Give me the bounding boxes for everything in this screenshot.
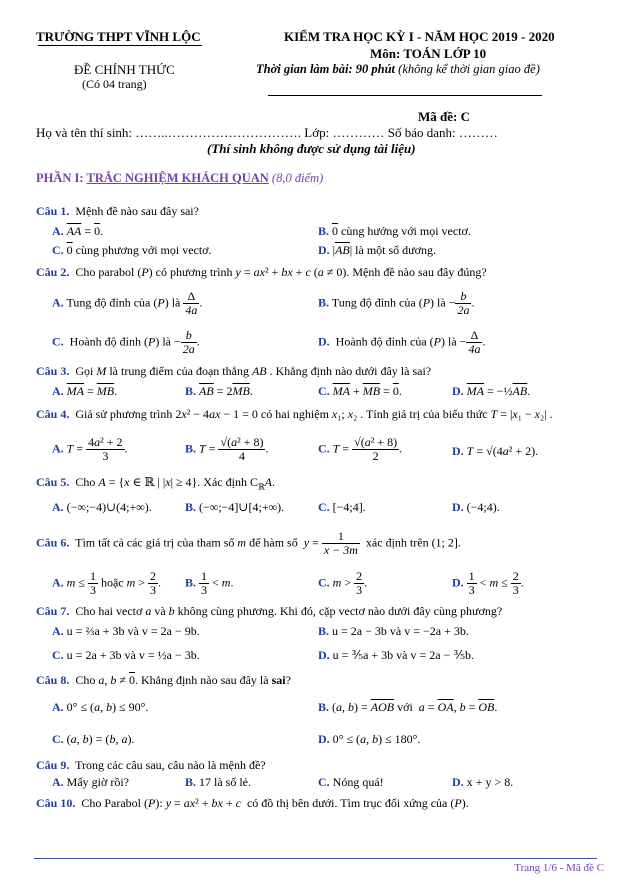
- q6-option-c[interactable]: C. m > $\frac{2}{3}$ .: [318, 569, 368, 597]
- subject: Môn: TOÁN LỚP 10: [370, 46, 487, 61]
- page-count: (Có 04 trang): [82, 77, 147, 91]
- q1-option-a[interactable]: A. $\overline{AA} = 0$.: [52, 224, 104, 238]
- q6-option-a[interactable]: A. m ≤ $\frac{1}{3}$ hoặc m > $\frac{2}{3}$ .: [52, 569, 162, 597]
- q8-option-d[interactable]: D. 0° ≤ (a, b) ≤ 180°.: [318, 732, 421, 746]
- q7-option-b[interactable]: B. u = 2a − 3b và v = −2a + 3b.: [318, 624, 469, 638]
- q4-option-d[interactable]: D. T = √(4a² + 2).: [452, 444, 539, 458]
- q5-option-a[interactable]: A. (−∞;−4)∪(4;+∞).: [52, 500, 152, 514]
- q5-option-b[interactable]: B. (−∞;−4]∪[4;+∞).: [185, 500, 285, 514]
- q8-option-b[interactable]: B. (a, $b) = \overline{AOB}$ với $a = \overline{OA}$, $b = \overline{OB}$.: [318, 700, 498, 714]
- q2-option-a[interactable]: A. Tung độ đỉnh của (P) là $\frac{\Delta}{4a}$ .: [52, 289, 203, 317]
- question-5: Câu 5. Cho A = {x ∈ ℝ | |x| ≥ 4}. Xác định $C_ℝA$.: [36, 475, 275, 492]
- q6-option-d[interactable]: D. $\frac{1}{3}$ < m ≤ $\frac{2}{3}$ .: [452, 569, 524, 597]
- no-materials-note: (Thí sinh không được sử dụng tài liệu): [207, 141, 416, 156]
- header-rule: [268, 95, 542, 96]
- q6-option-b[interactable]: B. $\frac{1}{3}$ < m.: [185, 569, 234, 597]
- q4-option-b[interactable]: B. T = $\frac{\text{√(a² + 8)}}{4}$ .: [185, 435, 269, 463]
- question-4: Câu 4. Giả sử phương trình 2x² − 4ax − 1 = 0 có hai nghiệm x₁; x₂ . Tính giá trị của biểu thức T = |x₁ − x₂| .: [36, 407, 553, 421]
- question-8: Câu 8. Cho a, b ≠ 0. Khẳng định nào sau đây là sai?: [36, 673, 291, 687]
- q7-option-a[interactable]: A. u = ⅔a + 3b và v = 2a − 9b.: [52, 624, 200, 638]
- q3-option-a[interactable]: A. $\overline{MA} = \overline{MB}$.: [52, 384, 118, 398]
- q3-option-d[interactable]: D. $\overline{MA}$ = $-\frac{1}{2}\overline{AB}$.: [452, 384, 531, 398]
- exam-title: KIỂM TRA HỌC KỲ I - NĂM HỌC 2019 - 2020: [284, 29, 555, 44]
- q2-option-c[interactable]: C. Hoành độ đỉnh (P) là − $\frac{b}{2a}$ .: [52, 328, 200, 356]
- q1-option-d[interactable]: D. $|\overline{AB}|$ là một số dương.: [318, 243, 436, 257]
- official-label: ĐỀ CHÍNH THỨC: [74, 62, 175, 77]
- q9-option-c[interactable]: C. Nóng quá!: [318, 775, 384, 789]
- q1-option-b[interactable]: B. 0 cùng hướng với mọi vectơ.: [318, 224, 471, 238]
- question-6: Câu 6. Tìm tất cả các giá trị của tham số m để hàm số y = $\frac{1}{x - 3m}$ xác định trên (1; 2].: [36, 529, 461, 557]
- q3-option-c[interactable]: C. $\overline{MA} + \overline{MB} = 0$.: [318, 384, 402, 398]
- page-footer: Trang 1/6 - Mã đề C: [514, 862, 604, 874]
- q8-option-a[interactable]: A. 0° ≤ (a, b) ≤ 90°.: [52, 700, 149, 714]
- q5-option-c[interactable]: C. [−4;4].: [318, 500, 366, 514]
- footer-rule: [34, 858, 597, 859]
- q7-option-c[interactable]: C. u = 2a + 3b và v = ½a − 3b.: [52, 648, 200, 662]
- time-limit: Thời gian làm bài: 90 phút (không kể thời gian giao đề): [256, 62, 540, 76]
- q4-option-a[interactable]: A. T = $\frac{\text{4a² + 2}}{3}$ .: [52, 435, 128, 463]
- q2-option-d[interactable]: D. Hoành độ đỉnh của (P) là − $\frac{\Delta}{4a}$ .: [318, 328, 486, 356]
- question-7: Câu 7. Cho hai vectơ a và b không cùng phương. Khi đó, cặp vectơ nào dưới đây cùng phương?: [36, 604, 503, 618]
- q1-option-c[interactable]: C. 0 cùng phương với mọi vectơ.: [52, 243, 212, 257]
- question-3: Câu 3. Gọi M là trung điểm của đoạn thẳng AB . Khẳng định nào dưới đây là sai?: [36, 364, 432, 378]
- exam-code: Mã đề: C: [418, 109, 470, 124]
- q9-option-b[interactable]: B. 17 là số lẻ.: [185, 775, 252, 789]
- q7-option-d[interactable]: D. u = ⅗a + 3b và v = 2a − ⅗b.: [318, 648, 474, 662]
- q9-option-a[interactable]: A. Mấy giờ rồi?: [52, 775, 130, 789]
- question-10: Câu 10. Cho Parabol (P): y = ax² + bx + c có đồ thị bên dưới. Tìm trục đối xứng của (P).: [36, 796, 469, 810]
- question-2: Câu 2. Cho parabol (P) có phương trình y = ax² + bx + c (a ≠ 0). Mệnh đề nào sau đây đúng?: [36, 265, 487, 279]
- school-name: TRƯỜNG THPT VĨNH LỘC: [36, 29, 201, 44]
- q5-option-d[interactable]: D. (−4;4).: [452, 500, 500, 514]
- q9-option-d[interactable]: D. x + y > 8.: [452, 775, 514, 789]
- q8-option-c[interactable]: C. (a, b) = (b, a).: [52, 732, 135, 746]
- q2-option-b[interactable]: B. Tung độ đỉnh của (P) là − $\frac{b}{2a}$ .: [318, 289, 475, 317]
- part1-title: PHẦN I: TRẮC NGHIỆM KHÁCH QUAN (8,0 điểm): [36, 171, 324, 185]
- question-1: Câu 1. Mệnh đề nào sau đây sai?: [36, 204, 199, 218]
- school-underline: [38, 45, 202, 46]
- student-info-line: Họ và tên thí sinh: ……..…………………………. Lớp: ………… Số báo danh: ………: [36, 125, 498, 140]
- question-9: Câu 9. Trong các câu sau, câu nào là mệnh đề?: [36, 758, 266, 772]
- q3-option-b[interactable]: B. $\overline{AB} = 2\overline{MB}$.: [185, 384, 253, 398]
- q4-option-c[interactable]: C. T = $\frac{\text{√(a² + 8)}}{2}$ .: [318, 435, 403, 463]
